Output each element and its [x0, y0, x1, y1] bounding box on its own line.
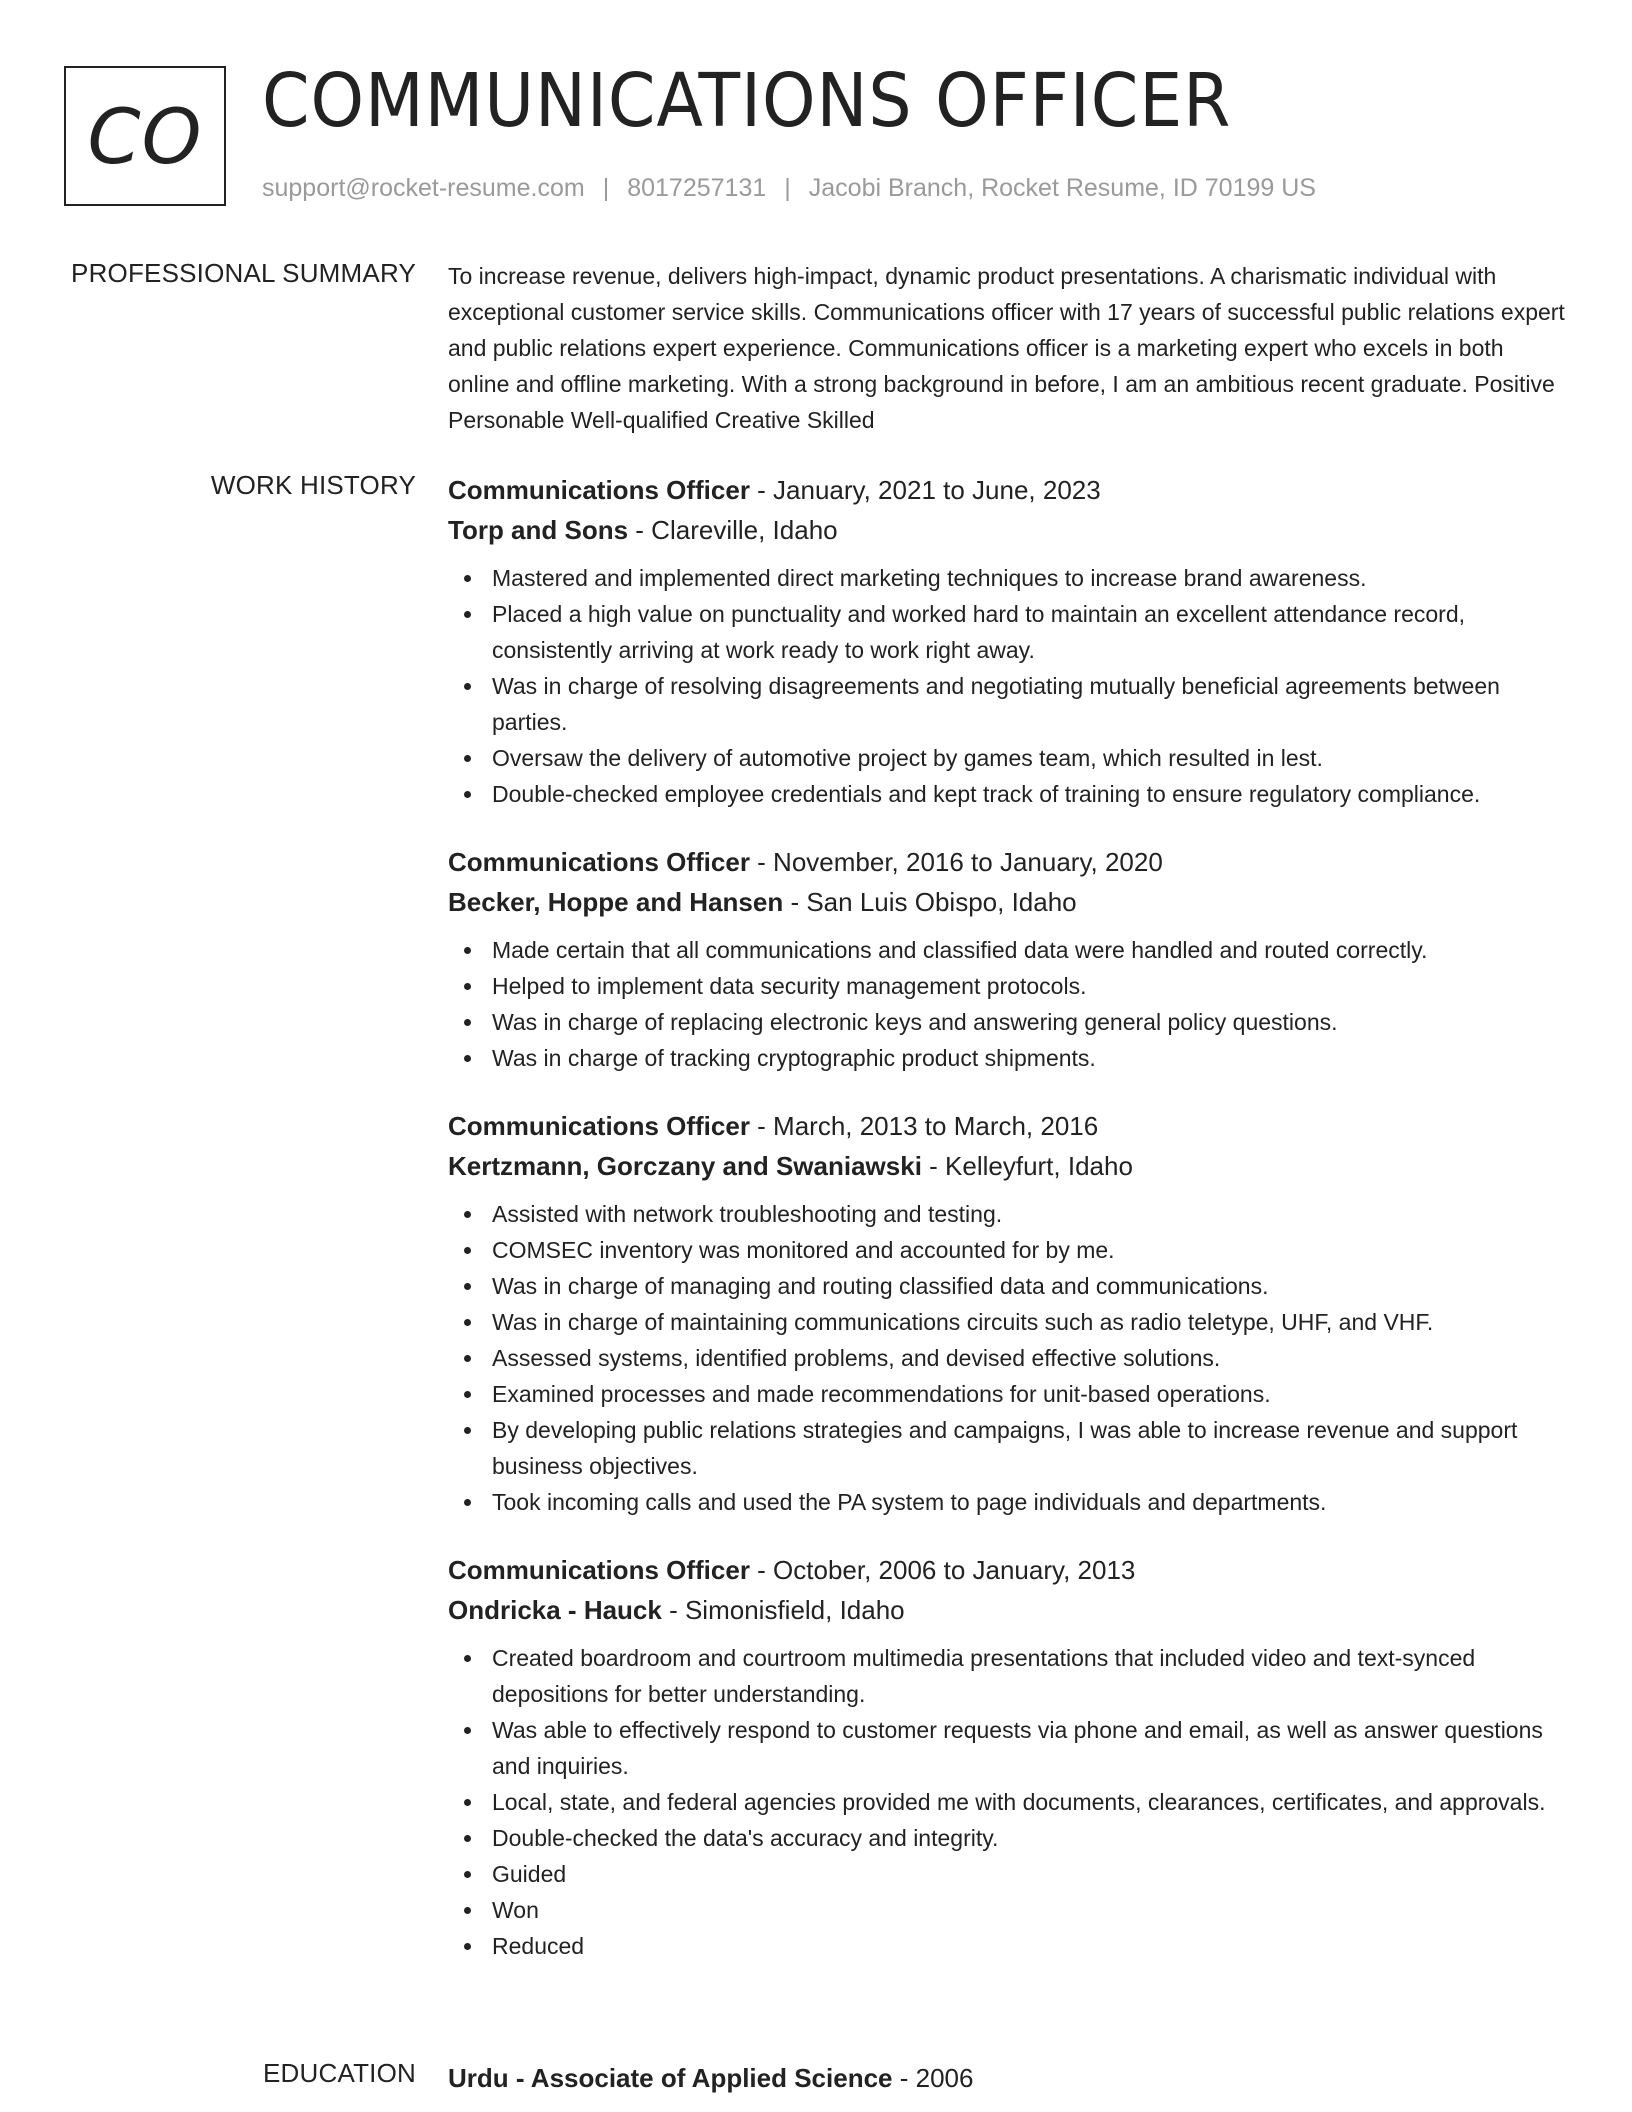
monogram-box [64, 66, 226, 206]
job-bullet: Examined processes and made recommendations for unit-based operations. [448, 1376, 1568, 1412]
education-body [448, 2058, 1568, 2098]
job-company: Becker, Hoppe and Hansen [448, 887, 784, 917]
job-bullet: Created boardroom and courtroom multimedia presentations that included video and text-synced depositions for better understanding. [448, 1640, 1568, 1712]
job-company: Torp and Sons [448, 515, 629, 545]
job-dates: - March, 2013 to March, 2016 [749, 1111, 1099, 1141]
job-bullet: Was in charge of resolving disagreements and negotiating mutually beneficial agreements between parties. [448, 668, 1568, 740]
job-bullet: COMSEC inventory was monitored and accounted for by me. [448, 1232, 1568, 1268]
job-entry [448, 1106, 1568, 1520]
contact-separator: | [784, 174, 791, 202]
job-dates: - October, 2006 to January, 2013 [749, 1555, 1136, 1585]
job-bullet: Was in charge of managing and routing classified data and communications. [448, 1268, 1568, 1304]
job-bullet: Was able to effectively respond to customer requests via phone and email, as well as answer questions and inquiries. [448, 1712, 1568, 1784]
job-bullet: Was in charge of maintaining communications circuits such as radio teletype, UHF, and VHF. [448, 1304, 1568, 1340]
job-bullet: Was in charge of replacing electronic keys and answering general policy questions. [448, 1004, 1568, 1040]
education-degree-line [448, 2058, 1568, 2098]
job-bullet: Assessed systems, identified problems, and devised effective solutions. [448, 1340, 1568, 1376]
job-bullet: Made certain that all communications and classified data were handled and routed correctly. [448, 932, 1568, 968]
job-company: Ondricka - Hauck [448, 1595, 662, 1625]
contact-line [262, 174, 1316, 203]
job-company-line [448, 1146, 1568, 1186]
job-bullet: Was in charge of tracking cryptographic product shipments. [448, 1040, 1568, 1076]
education-label: EDUCATION [263, 2058, 416, 2088]
job-bullets [448, 1640, 1568, 1964]
job-bullet: By developing public relations strategies and campaigns, I was able to increase revenue and support business objectives. [448, 1412, 1568, 1484]
job-bullet: Double-checked the data's accuracy and integrity. [448, 1820, 1568, 1856]
job-role: Communications Officer [448, 475, 750, 505]
job-bullet: Reduced [448, 1928, 1568, 1964]
job-title-line [448, 1550, 1568, 1590]
education-year: - 2006 [892, 2063, 974, 2093]
job-bullet: Guided [448, 1856, 1568, 1892]
job-entry [448, 1550, 1568, 1964]
job-title-line [448, 1106, 1568, 1146]
job-bullets [448, 1196, 1568, 1520]
job-role: Communications Officer [448, 1111, 750, 1141]
monogram-initials: CO [87, 91, 203, 181]
job-bullet: Placed a high value on punctuality and worked hard to maintain an excellent attendance record, consistently arriving at work ready to work right away. [448, 596, 1568, 668]
summary-body [448, 258, 1568, 438]
job-bullet: Won [448, 1892, 1568, 1928]
job-entry [448, 470, 1568, 812]
contact-separator: | [602, 174, 610, 202]
job-bullet: Took incoming calls and used the PA system to page individuals and departments. [448, 1484, 1568, 1520]
job-bullet: Assisted with network troubleshooting and testing. [448, 1196, 1568, 1232]
summary-label: PROFESSIONAL SUMMARY [71, 258, 416, 288]
resume-title: COMMUNICATIONS OFFICER [262, 58, 1232, 144]
contact-email: support@rocket-resume.com [262, 174, 585, 202]
job-bullet: Double-checked employee credentials and kept track of training to ensure regulatory compliance. [448, 776, 1568, 812]
job-bullets [448, 932, 1568, 1076]
job-bullet: Oversaw the delivery of automotive project by games team, which resulted in lest. [448, 740, 1568, 776]
job-bullet: Mastered and implemented direct marketing techniques to increase brand awareness. [448, 560, 1568, 596]
job-dates: - November, 2016 to January, 2020 [749, 847, 1163, 877]
summary-text: To increase revenue, delivers high-impact, dynamic product presentations. A charismatic individual with exceptional customer service skills. Communications officer with 17 years of successful public relations expert and public relations expert experience. Communications officer is a marketing expert who excels in both online and offline marketing. With a strong background in before, I am an ambitious recent graduate. Positive Personable Well-qualified Creative Skilled [448, 263, 1565, 433]
job-role: Communications Officer [448, 1555, 750, 1585]
job-bullets [448, 560, 1568, 812]
job-location: - Simonisfield, Idaho [661, 1595, 905, 1625]
job-bullet: Local, state, and federal agencies provided me with documents, clearances, certificates, and approvals. [448, 1784, 1568, 1820]
contact-address: Jacobi Branch, Rocket Resume, ID 70199 US [808, 174, 1316, 202]
contact-phone: 8017257131 [627, 174, 767, 202]
job-location: - San Luis Obispo, Idaho [783, 887, 1077, 917]
job-title-line [448, 470, 1568, 510]
job-company-line [448, 510, 1568, 550]
job-location: - Clareville, Idaho [628, 515, 838, 545]
job-entry [448, 842, 1568, 1076]
job-title-line [448, 842, 1568, 882]
job-location: - Kelleyfurt, Idaho [921, 1151, 1133, 1181]
job-company-line [448, 882, 1568, 922]
job-bullet: Helped to implement data security management protocols. [448, 968, 1568, 1004]
job-dates: - January, 2021 to June, 2023 [749, 475, 1101, 505]
job-role: Communications Officer [448, 847, 750, 877]
education-degree: Urdu - Associate of Applied Science [448, 2063, 893, 2093]
job-company: Kertzmann, Gorczany and Swaniawski [448, 1151, 922, 1181]
work-history-body [448, 470, 1568, 1994]
job-company-line [448, 1590, 1568, 1630]
work-history-label: WORK HISTORY [210, 470, 416, 500]
